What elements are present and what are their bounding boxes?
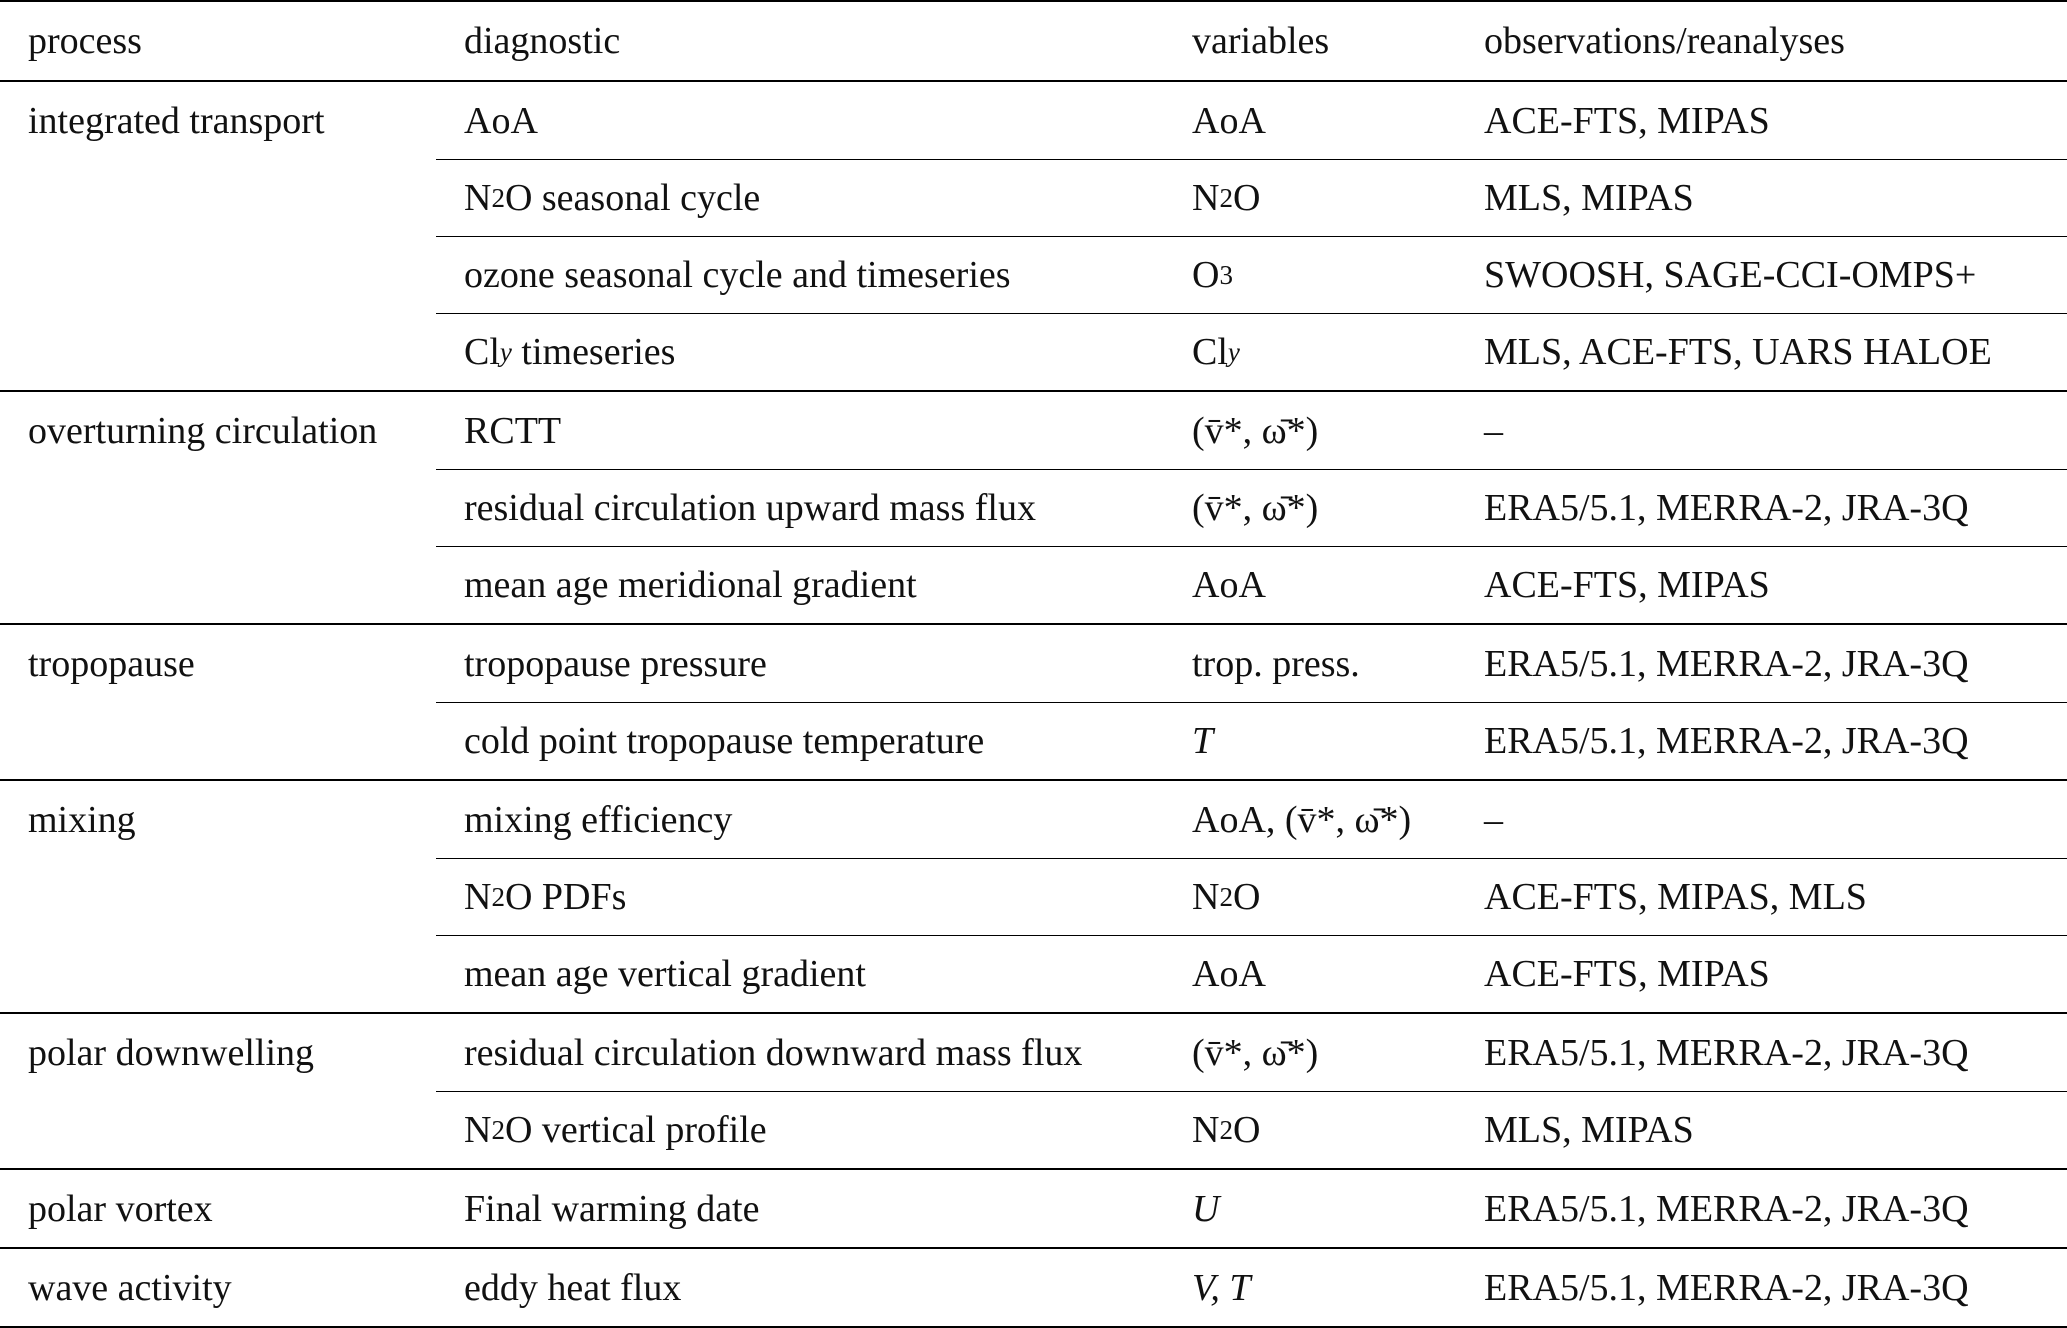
variables-cell: N 2 O [1192, 1108, 1261, 1151]
process-cell: polar downwelling [28, 1031, 315, 1074]
process-cell: mixing [28, 798, 136, 841]
variables-cell: N 2 O [1192, 875, 1261, 918]
diagnostic-cell: residual circulation downward mass flux [464, 1031, 1083, 1074]
table-row [0, 546, 2067, 623]
process-cell: wave activity [28, 1266, 232, 1309]
table-row [0, 159, 2067, 236]
table-row [0, 1091, 2067, 1168]
diagnostic-cell: AoA [464, 99, 538, 142]
process-cell: overturning circulation [28, 409, 378, 452]
header-variables: variables [1192, 20, 1330, 62]
table-row [0, 1012, 2067, 1091]
diagnostic-cell: cold point tropopause temperature [464, 719, 985, 762]
variables-cell: trop. press. [1192, 642, 1360, 685]
table-row [0, 702, 2067, 779]
diagnostic-cell: ozone seasonal cycle and timeseries [464, 253, 1011, 296]
observations-cell: ACE-FTS, MIPAS [1484, 952, 1770, 995]
diagnostic-cell: N 2 O vertical profile [464, 1108, 767, 1151]
diagnostic-cell: N 2 O PDFs [464, 875, 627, 918]
variables-cell: T [1192, 719, 1214, 762]
observations-cell: ERA5/5.1, MERRA-2, JRA-3Q [1484, 719, 1969, 762]
table-row [0, 236, 2067, 313]
diagnostic-cell: mixing efficiency [464, 798, 733, 841]
observations-cell: ERA5/5.1, MERRA-2, JRA-3Q [1484, 642, 1969, 685]
observations-cell: ERA5/5.1, MERRA-2, JRA-3Q [1484, 1187, 1969, 1230]
table-row [0, 858, 2067, 935]
diagnostic-cell: mean age meridional gradient [464, 563, 917, 606]
variables-cell: Cl y [1192, 330, 1240, 373]
observations-cell: ERA5/5.1, MERRA-2, JRA-3Q [1484, 486, 1969, 529]
table-row [0, 623, 2067, 702]
process-cell: integrated transport [28, 99, 325, 142]
table-row [0, 313, 2067, 390]
observations-cell: – [1484, 409, 1503, 452]
variables-cell: (v̄*, ω̄*) [1192, 409, 1319, 452]
diagnostic-cell: residual circulation upward mass flux [464, 486, 1036, 529]
observations-cell: SWOOSH, SAGE-CCI-OMPS+ [1484, 253, 1977, 296]
header-diagnostic: diagnostic [464, 20, 621, 62]
observations-cell: ACE-FTS, MIPAS, MLS [1484, 875, 1867, 918]
diagnostic-cell: RCTT [464, 409, 562, 452]
variables-cell: V, T [1192, 1266, 1251, 1309]
table-row [0, 82, 2067, 159]
table-row [0, 779, 2067, 858]
header-observations: observations/reanalyses [1484, 20, 1845, 62]
header-process: process [28, 20, 142, 62]
variables-cell: AoA, (v̄*, ω̄*) [1192, 798, 1412, 841]
observations-cell: ERA5/5.1, MERRA-2, JRA-3Q [1484, 1266, 1969, 1309]
variables-cell: U [1192, 1187, 1220, 1230]
variables-cell: AoA [1192, 952, 1266, 995]
table-row [0, 390, 2067, 469]
observations-cell: ERA5/5.1, MERRA-2, JRA-3Q [1484, 1031, 1969, 1074]
observations-cell: ACE-FTS, MIPAS [1484, 99, 1770, 142]
diagnostic-cell: mean age vertical gradient [464, 952, 866, 995]
variables-cell: AoA [1192, 563, 1266, 606]
table-row [0, 469, 2067, 546]
observations-cell: – [1484, 798, 1503, 841]
table-row [0, 1168, 2067, 1247]
process-cell: polar vortex [28, 1187, 213, 1230]
table-row [0, 935, 2067, 1012]
diagnostic-cell: Final warming date [464, 1187, 760, 1230]
variables-cell: (v̄*, ω̄*) [1192, 486, 1319, 529]
variables-cell: (v̄*, ω̄*) [1192, 1031, 1319, 1074]
observations-cell: MLS, ACE-FTS, UARS HALOE [1484, 330, 1992, 373]
diagnostic-cell: tropopause pressure [464, 642, 767, 685]
process-cell: tropopause [28, 642, 195, 685]
diagnostic-cell: N 2 O seasonal cycle [464, 176, 761, 219]
observations-cell: MLS, MIPAS [1484, 176, 1694, 219]
table-row [0, 1247, 2067, 1328]
variables-cell: N 2 O [1192, 176, 1261, 219]
variables-cell: AoA [1192, 99, 1266, 142]
table-header [0, 0, 2067, 82]
observations-cell: ACE-FTS, MIPAS [1484, 563, 1770, 606]
observations-cell: MLS, MIPAS [1484, 1108, 1694, 1151]
diagnostic-cell: eddy heat flux [464, 1266, 682, 1309]
diagnostic-cell: Cl y timeseries [464, 330, 676, 373]
variables-cell: O 3 [1192, 253, 1233, 296]
